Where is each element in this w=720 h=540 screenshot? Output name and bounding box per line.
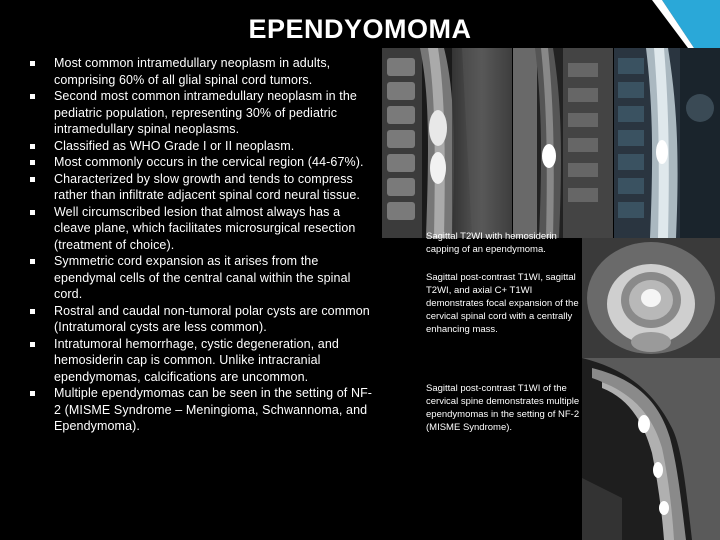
bullet-list — [30, 55, 375, 435]
bullet-item — [30, 154, 375, 171]
bullet-text: Most common intramedullary neoplasm in adults, comprising 60% of all glial spinal cord tumors. — [54, 56, 331, 87]
bullet-marker — [30, 259, 35, 264]
bullet-text: Most commonly occurs in the cervical region (44-67%). — [54, 155, 364, 169]
bullet-marker — [30, 309, 35, 314]
bullet-item — [30, 303, 375, 336]
bullet-item — [30, 204, 375, 254]
bullet-item — [30, 138, 375, 155]
bullet-item — [30, 171, 375, 204]
mri-axial-t1-postcontrast-image — [582, 238, 720, 358]
bullet-text: Classified as WHO Grade I or II neoplasm. — [54, 138, 295, 153]
caption-t2wi-hemosiderin: Sagittal T2WI with hemosiderin capping of an ependymoma. — [426, 231, 557, 255]
bullet-item — [30, 336, 375, 386]
mri-sagittal-t1-nf2-image — [582, 358, 720, 540]
corner-accent-shape — [652, 0, 720, 48]
bullet-text: Multiple ependymomas can be seen in the setting of NF-2 (MISME Syndrome – Meningioma, Schwannoma, and Ependymoma). — [54, 386, 373, 433]
caption-post-contrast-axial: Sagittal post-contrast T1WI, sagittal T2WI, and axial C+ T1WI demonstrates focal expansion of the cervical spinal cord with a centrally enhancing mass. — [426, 272, 579, 335]
caption-nf2-multiple-ependymomas: Sagittal post-contrast T1WI of the cervical spine demonstrates multiple ependymomas in the setting of NF-2 (MISME Syndrome). — [426, 383, 580, 433]
mri-sagittal-t1-postcontrast-image — [513, 48, 613, 238]
mri-sagittal-t2-image — [614, 48, 720, 238]
bullet-text: Rostral and caudal non-tumoral polar cysts are common (Intratumoral cysts are less common). — [54, 303, 370, 334]
bullet-text: Well circumscribed lesion that almost always has a cleave plane, which facilitates microsurgical resection (treatment of choice). — [54, 204, 356, 252]
bullet-marker — [30, 391, 35, 396]
bullet-text: Intratumoral hemorrhage, cystic degeneration, and hemosiderin cap is common. Unlike intracranial ependymomas, calcifications are uncommon. — [54, 336, 339, 384]
bullet-marker — [30, 160, 35, 165]
bullet-marker — [30, 144, 35, 149]
bullet-text: Symmetric cord expansion as it arises from the ependymal cells of the central canal within the spinal cord. — [54, 254, 351, 301]
bullet-marker — [30, 177, 35, 182]
bullet-item — [30, 253, 375, 303]
bullet-text: Second most common intramedullary neoplasm in the pediatric population, representing 30% of pediatric intramedullary spinal neoplasms. — [54, 89, 357, 136]
bullet-item — [30, 385, 375, 435]
bullet-item — [30, 55, 375, 88]
bullet-marker — [30, 210, 35, 215]
bullet-item — [30, 88, 375, 138]
bullet-marker — [30, 61, 35, 66]
bullet-marker — [30, 342, 35, 347]
bullet-marker — [30, 94, 35, 99]
bullet-text: Characterized by slow growth and tends to compress rather than infiltrate adjacent spinal cord neural tissue. — [54, 171, 360, 202]
mri-sagittal-t2-hemosiderin-image — [382, 48, 512, 238]
slide-title: EPENDYOMOMA — [248, 14, 472, 44]
